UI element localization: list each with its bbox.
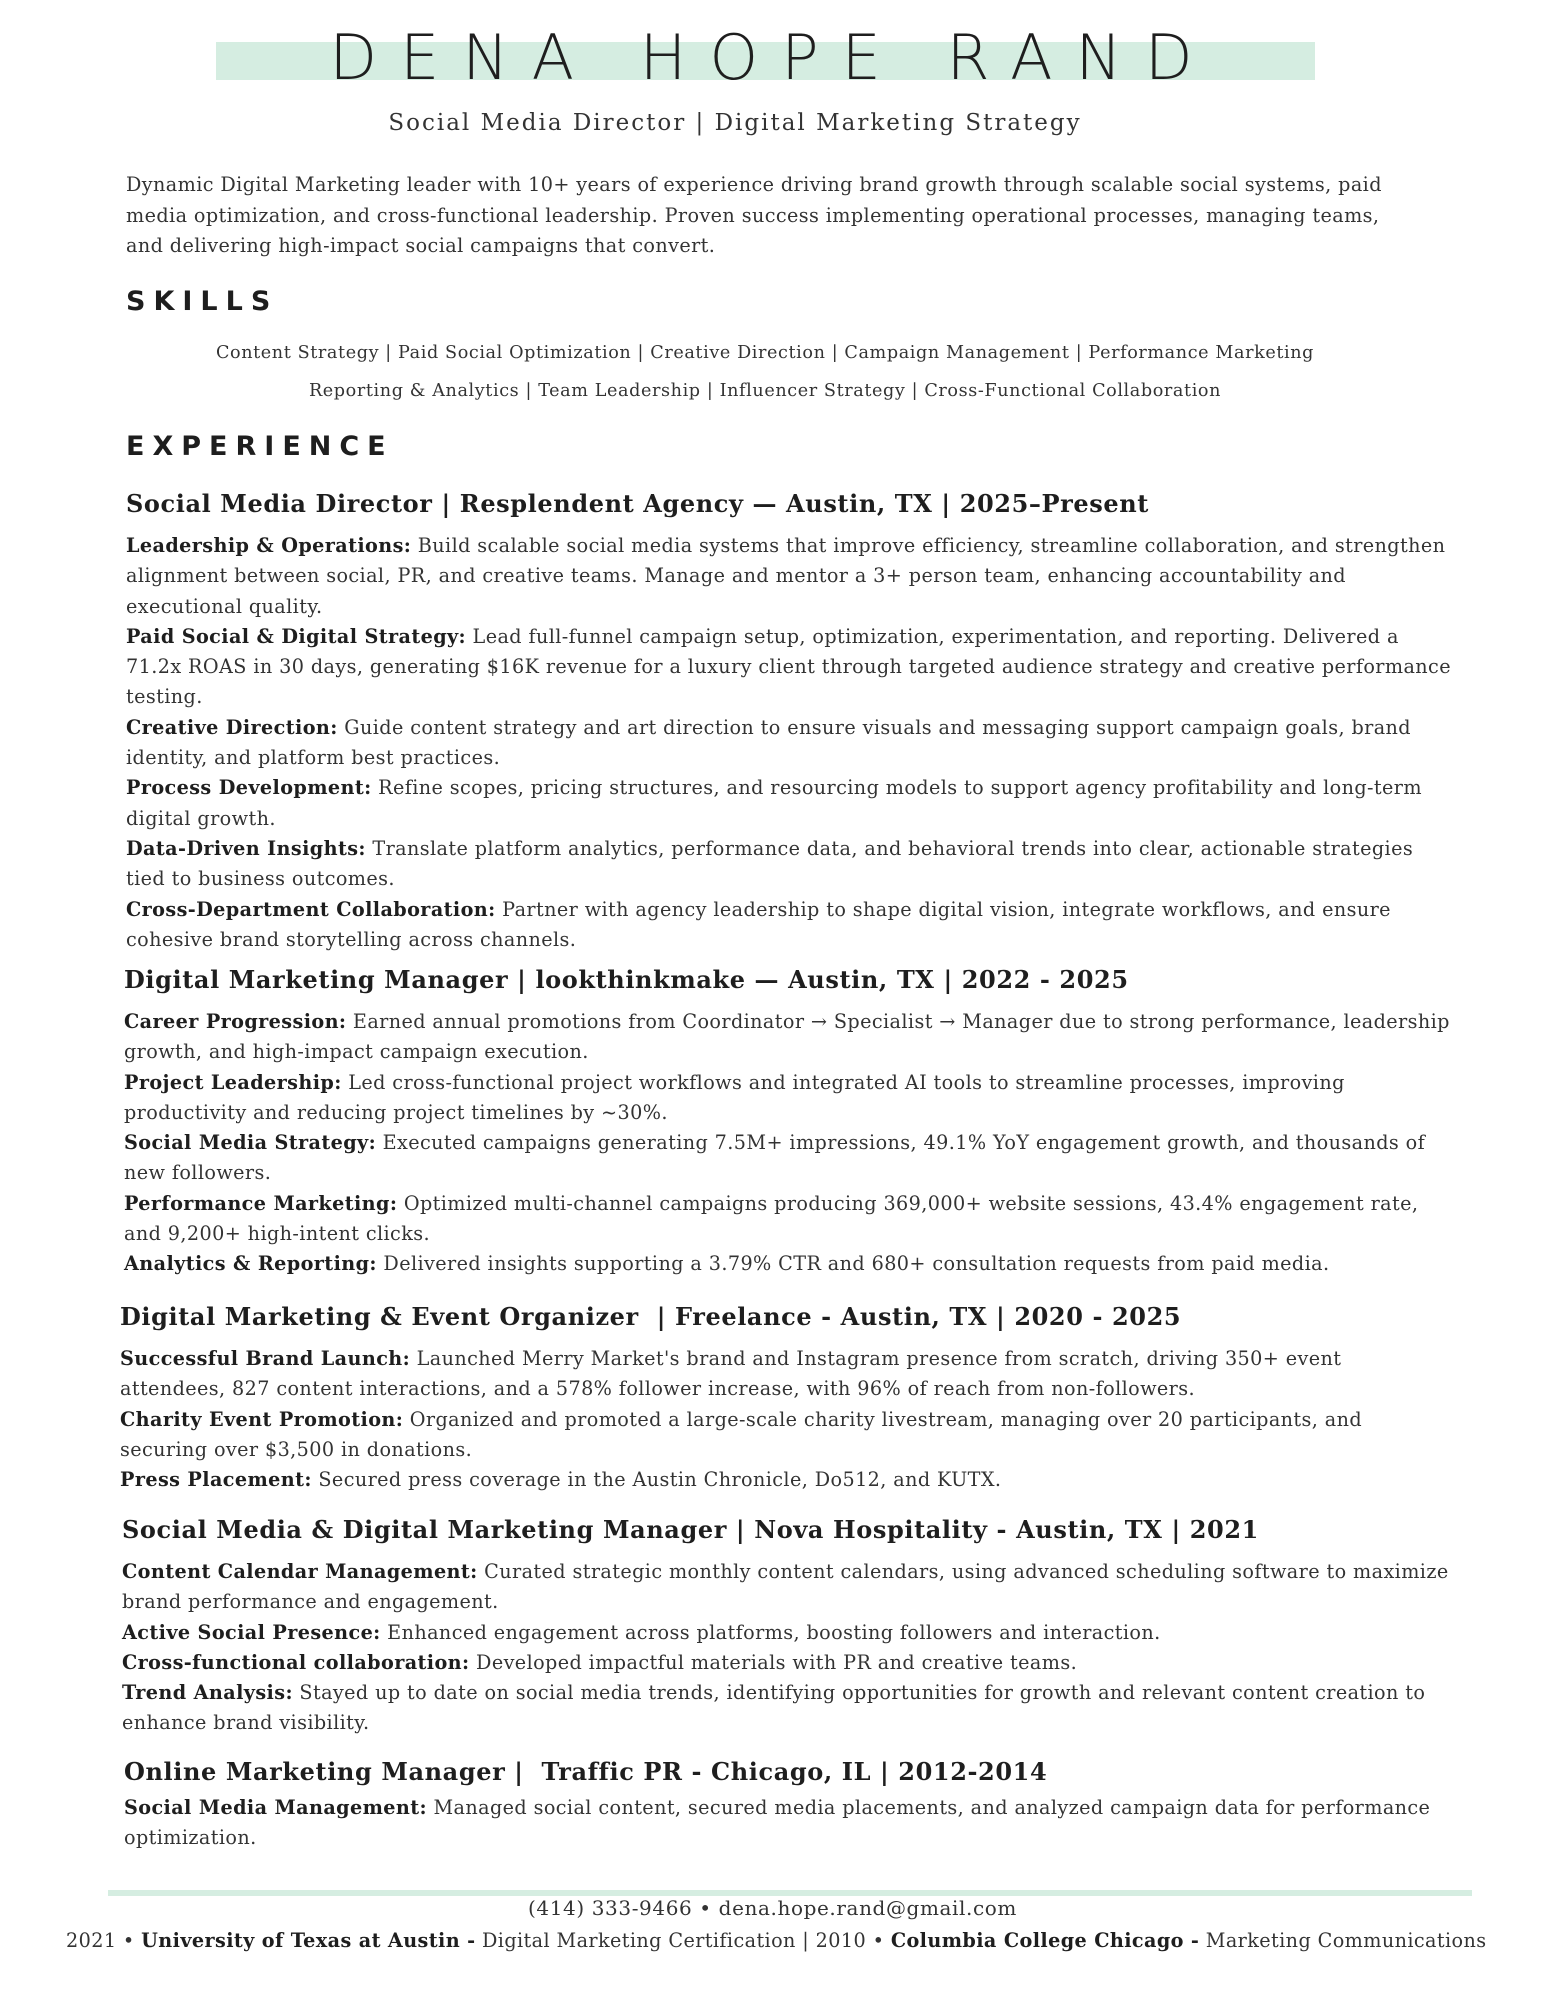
bullet-text: Curated strategic monthly content calendars, using advanced scheduling software to maximize brand performance and engagement. [122,1560,1449,1614]
education-school-2: Columbia College Chicago - [890,1929,1200,1952]
education-program-1: Digital Marketing Certification | 2010 • [475,1929,891,1952]
bullet-label: Cross-Department Collaboration: [126,897,496,921]
job-bullet [124,1189,1454,1250]
bullet-label: Trend Analysis: [122,1681,293,1705]
professional-summary: Dynamic Digital Marketing leader with 10+ years of experience driving brand growth through scalable social systems, paid media optimization, and cross-functional leadership. Proven success implementing operational processes, managing teams, and delivering high-impact social campaigns that convert. [126,173,1382,257]
bullet-text: Optimized multi-channel campaigns producing 369,000+ website sessions, 43.4% engagement rate, and 9,200+ high-intent clicks. [124,1191,1419,1246]
bullet-text: Translate platform analytics, performance data, and behavioral trends into clear, actionable strategies tied to business outcomes. [126,836,1414,891]
bullet-label: Social Media Management: [124,1796,427,1819]
job-bullet [120,1465,1450,1495]
job-bullet [126,834,1456,895]
resume-name: DENA HOPE RAND [329,21,1216,94]
bullet-label: Leadership & Operations: [126,534,412,557]
skills-line-2: Reporting & Analytics | Team Leadership | Influencer Strategy | Cross-Functional Collaboration [308,381,1222,401]
resume-subtitle: Social Media Director | Digital Marketing Strategy [388,110,1082,136]
bullet-label: Social Media Strategy: [124,1131,377,1155]
education-line [66,1929,1536,1952]
job-bullet [120,1405,1450,1466]
job-bullet [122,1648,1452,1678]
job-bullet [124,1068,1454,1129]
bullet-text: Enhanced engagement across platforms, boosting followers and interaction. [380,1620,1161,1644]
job-title: Social Media Director | Resplendent Agency — Austin, TX | 2025–Present [126,489,1149,518]
bullet-label: Project Leadership: [124,1070,342,1094]
bullet-label: Cross-functional collaboration: [122,1650,470,1674]
bullet-text: Build scalable social media systems that improve efficiency, streamline collaboration, and strengthen alignment between social, PR, and creative teams. Manage and mentor a 3+ person team, enhancing accountability and executional quality. [126,534,1446,618]
bullet-label: Content Calendar Management: [122,1560,478,1583]
job-bullet [122,1618,1452,1648]
job-title: Digital Marketing & Event Organizer | Freelance - Austin, TX | 2020 - 2025 [120,1302,1182,1331]
bullet-label: Press Placement: [120,1468,312,1492]
bullet-text: Led cross-functional project workflows and integrated AI tools to streamline processes, improving productivity and reducing project timelines by ~30%. [124,1070,1345,1124]
job-bullet [126,895,1456,956]
job-entry [126,489,1456,955]
job-bullet [124,1793,1454,1854]
job-title: Digital Marketing Manager | lookthinkmake — Austin, TX | 2022 - 2025 [124,965,1129,994]
job-entry [120,1302,1450,1495]
job-bullet [122,1678,1452,1739]
job-bullet [126,531,1456,622]
education-school-1: University of Texas at Austin - [141,1929,476,1952]
job-bullet [126,713,1456,774]
experience-heading: EXPERIENCE [126,431,394,462]
bullet-label: Active Social Presence: [122,1620,381,1644]
bullet-label: Data-Driven Insights: [126,836,366,860]
job-bullet [126,622,1456,713]
bullet-text: Earned annual promotions from Coordinator → Specialist → Manager due to strong performance, leadership growth, and high-impact campaign execution. [124,1010,1450,1064]
contact-info: (414) 333-9466 • dena.hope.rand@gmail.com [527,1896,1017,1920]
bullet-text: Organized and promoted a large-scale charity livestream, managing over 20 participants, and securing over $3,500 in donations. [120,1407,1363,1461]
bullet-label: Process Development: [126,776,372,800]
job-entry [122,1515,1452,1739]
bullet-text: Executed campaigns generating 7.5M+ impressions, 49.1% YoY engagement growth, and thousands of new followers. [124,1131,1426,1185]
bullet-text: Lead full-funnel campaign setup, optimization, experimentation, and reporting. Delivered a 71.2x ROAS in 30 days, generating $16K revenue for a luxury client through targeted audience strategy and creative performance testing. [126,624,1451,709]
bullet-text: Guide content strategy and art direction to ensure visuals and messaging support campaign goals, brand identity, and platform best practices. [126,715,1411,770]
bullet-text: Stayed up to date on social media trends, identifying opportunities for growth and relevant content creation to enhance brand visibility. [122,1681,1426,1735]
bullet-text: Launched Merry Market's brand and Instagram presence from scratch, driving 350+ event attendees, 827 content interactions, and a 578% follower increase, with 96% of reach from non-followers. [120,1347,1342,1401]
job-bullet [124,1249,1454,1279]
bullet-label: Successful Brand Launch: [120,1347,411,1370]
bullet-label: Performance Marketing: [124,1191,398,1215]
job-bullet [122,1557,1452,1618]
bullet-label: Paid Social & Digital Strategy: [126,624,467,648]
job-bullet [124,1128,1454,1189]
bullet-text: Managed social content, secured media placements, and analyzed campaign data for performance optimization. [124,1796,1431,1850]
job-title: Social Media & Digital Marketing Manager | Nova Hospitality - Austin, TX | 2021 [122,1515,1259,1544]
job-bullet [120,1344,1450,1405]
bullet-label: Creative Direction: [126,715,338,739]
education-prefix: 2021 • [66,1929,142,1952]
job-entry [124,1757,1454,1854]
skills-heading: SKILLS [126,286,279,317]
bullet-label: Career Progression: [124,1010,347,1033]
bullet-text: Refine scopes, pricing structures, and resourcing models to support agency profitability and long-term digital growth. [126,776,1422,830]
job-title: Online Marketing Manager | Traffic PR - Chicago, IL | 2012-2014 [124,1757,1048,1786]
bullet-text: Secured press coverage in the Austin Chronicle, Do512, and KUTX. [311,1468,1002,1492]
job-entry [124,965,1454,1280]
education-program-2: Marketing Communications [1199,1929,1487,1952]
bullet-text: Delivered insights supporting a 3.79% CTR and 680+ consultation requests from paid media. [376,1252,1330,1276]
bullet-text: Partner with agency leadership to shape digital vision, integrate workflows, and ensure cohesive brand storytelling across channels. [126,897,1391,951]
bullet-label: Charity Event Promotion: [120,1407,404,1431]
job-bullet [126,773,1456,834]
skills-line-1: Content Strategy | Paid Social Optimization | Creative Direction | Campaign Management | Performance Marketing [215,343,1315,363]
bullet-text: Developed impactful materials with PR and creative teams. [469,1650,1078,1674]
bullet-label: Analytics & Reporting: [124,1252,377,1276]
job-bullet [124,1007,1454,1068]
